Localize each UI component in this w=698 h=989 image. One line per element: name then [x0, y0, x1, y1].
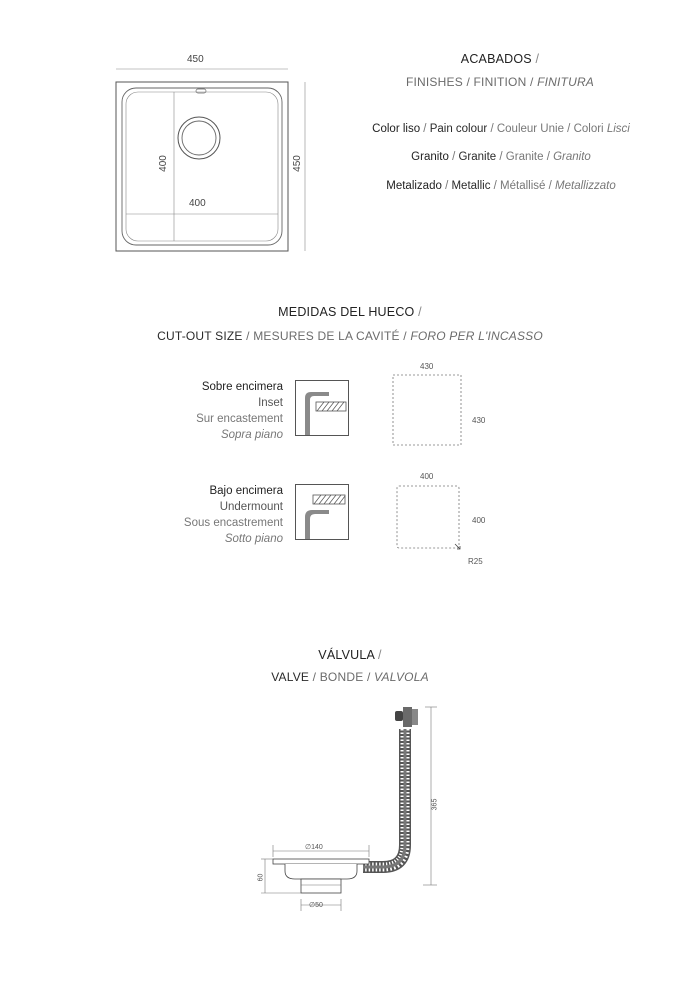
sink-inner-height-label: 400 [157, 155, 169, 172]
undermount-mount-icon [295, 484, 349, 540]
finish-option-metallic: Metalizado / Metallic / Métallisé / Metallizzato [386, 180, 616, 192]
finishes-subtitle-fr: FINITION [473, 75, 527, 89]
finish-plain-it-2: Lisci [606, 123, 630, 135]
inset-label-es: Sobre encimera [201, 381, 283, 393]
valve-drawing [255, 695, 455, 915]
undermount-width-label: 400 [420, 472, 434, 481]
valve-subtitle: VALVE / BONDE / VALVOLA [271, 670, 429, 684]
sink-width-label: 450 [187, 54, 204, 65]
cutout-subtitle-en: CUT-OUT SIZE [157, 329, 243, 343]
cutout-subtitle-it: FORO PER L'INCASSO [410, 329, 543, 343]
sink-top-view [0, 0, 320, 260]
undermount-labels [150, 483, 283, 547]
undermount-label-en: Undermount [219, 501, 283, 513]
finish-granite-es: Granito [411, 151, 449, 163]
cutout-subtitle: CUT-OUT SIZE / MESURES DE LA CAVITÉ / FORO PER L'INCASSO [157, 329, 543, 343]
finish-plain-it: Colori [573, 123, 604, 135]
finish-metallic-es: Metalizado [386, 180, 442, 192]
inset-cutout-outline [392, 374, 464, 448]
undermount-radius-label: R25 [468, 557, 483, 566]
inset-label-fr: Sur encastement [196, 413, 283, 425]
sink-inner-width-label: 400 [189, 198, 206, 209]
valve-subtitle-it: VALVOLA [374, 670, 429, 684]
undermount-label-fr: Sous encastrement [183, 517, 283, 529]
finishes-subtitle: FINISHES / FINITION / FINITURA [405, 75, 595, 89]
finish-metallic-en: Metallic [451, 180, 491, 192]
finish-granite-en: Granite [458, 151, 497, 163]
finishes-subtitle-it: FINITURA [537, 75, 595, 89]
undermount-height-label: 400 [472, 516, 486, 525]
finish-granite-fr: Granite [505, 151, 544, 163]
cutout-subtitle-fr: MESURES DE LA CAVITÉ [253, 329, 400, 343]
finishes-title-text: ACABADOS [460, 52, 532, 66]
cutout-title-text: MEDIDAS DEL HUECO [278, 305, 415, 319]
finish-plain-en: Pain colour [429, 123, 488, 135]
valve-bottom-diameter-label: ∅50 [309, 902, 323, 909]
valve-title-text: VÁLVULA [318, 648, 375, 662]
valve-right-height-label: 365 [431, 798, 439, 811]
finish-metallic-it: Metallizzato [555, 180, 616, 192]
cutout-title: MEDIDAS DEL HUECO / [278, 305, 422, 319]
finish-granite-it: Granito [553, 151, 591, 163]
undermount-cutout-outline [394, 483, 466, 555]
finish-plain-fr: Couleur Unie [496, 123, 564, 135]
inset-width-label: 430 [420, 362, 434, 371]
valve-left-height-label: 60 [257, 873, 265, 882]
inset-label-en: Inset [258, 397, 283, 409]
finish-plain-es: Color liso [372, 123, 421, 135]
inset-mount-icon [295, 380, 349, 436]
finish-metallic-fr: Métallisé [500, 180, 546, 192]
valve-subtitle-en: VALVE [271, 670, 310, 684]
valve-top-diameter-label: ∅140 [305, 844, 323, 851]
undermount-label-es: Bajo encimera [209, 485, 283, 497]
finishes-title: ACABADOS / [460, 52, 540, 66]
sink-height-label: 450 [291, 155, 303, 172]
finishes-subtitle-en: FINISHES [405, 75, 463, 89]
finish-option-plain: Color liso / Pain colour / Couleur Unie / Colori Lisci [372, 123, 630, 135]
inset-label-it: Sopra piano [220, 429, 283, 441]
undermount-label-it: Sotto piano [224, 533, 283, 545]
valve-title: VÁLVULA / [318, 648, 382, 662]
valve-subtitle-fr: BONDE [319, 670, 364, 684]
inset-height-label: 430 [472, 416, 486, 425]
inset-labels [150, 379, 283, 443]
finish-option-granite: Granito / Granite / Granite / Granito [411, 151, 591, 163]
